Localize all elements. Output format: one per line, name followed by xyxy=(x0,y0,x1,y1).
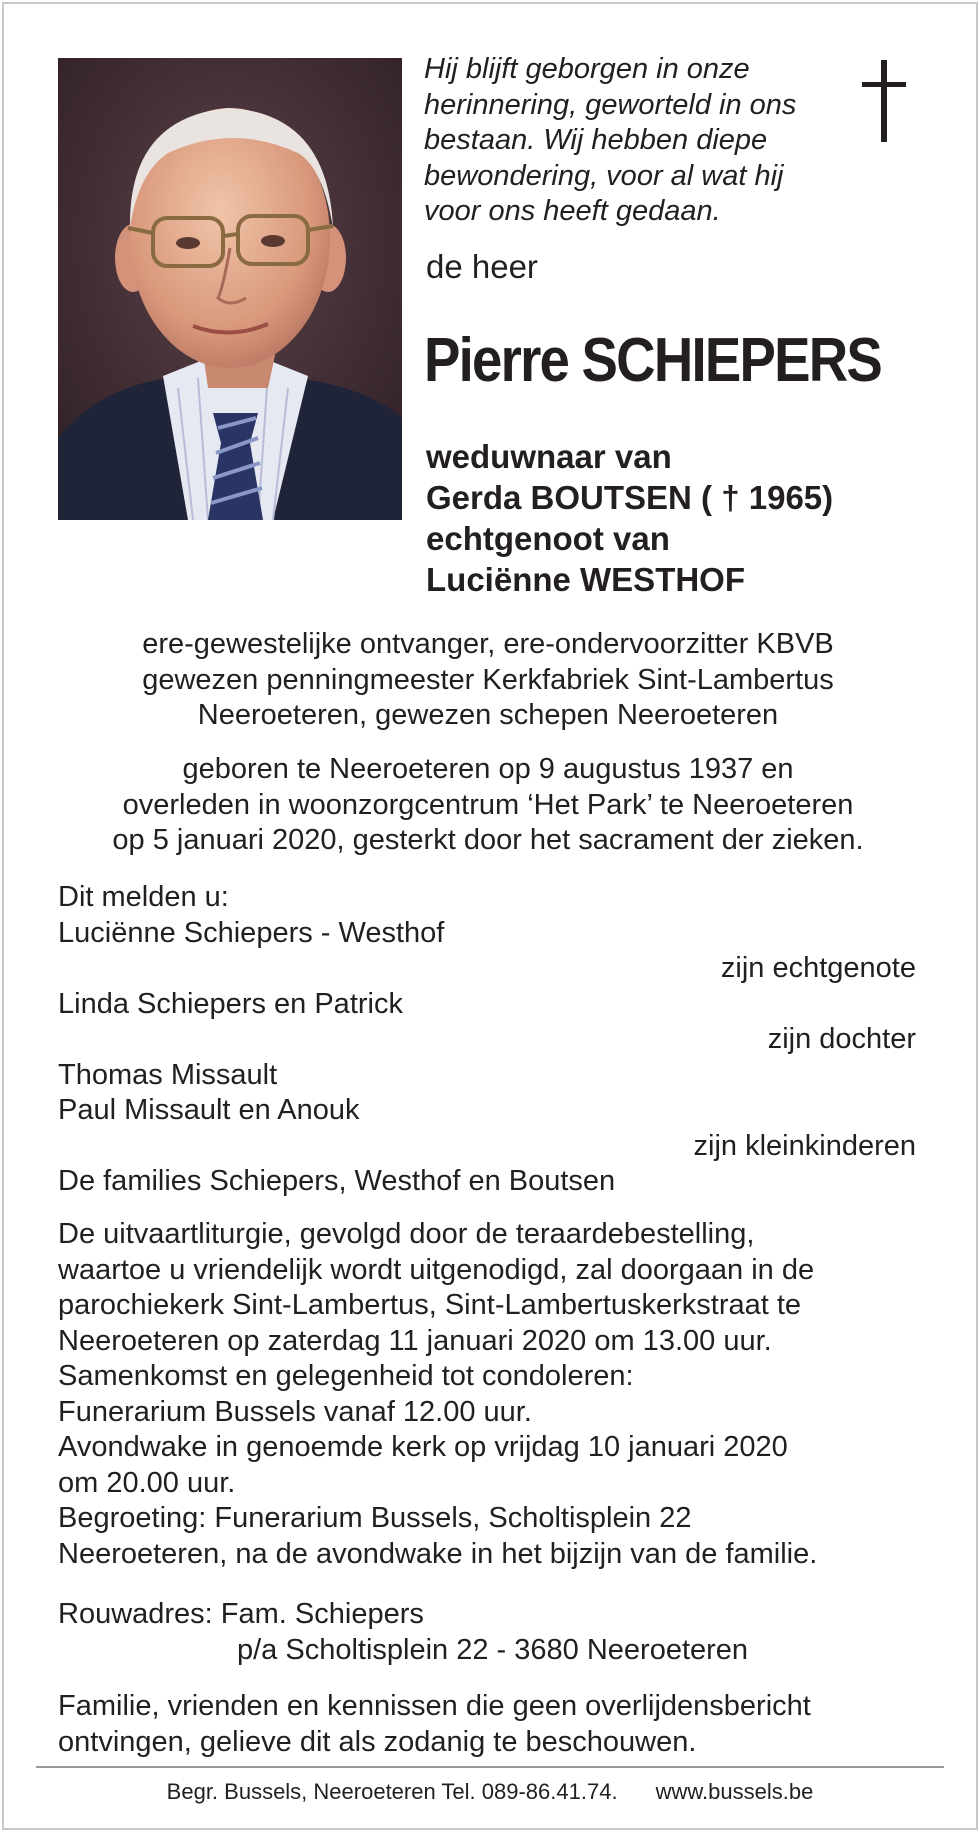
website-link[interactable]: www.bussels.be xyxy=(655,1779,814,1804)
poem-line: bewondering, voor al wat hij xyxy=(424,159,784,192)
ceremony-line: parochiekerk Sint-Lambertus, Sint-Lambertuskerkstraat te xyxy=(58,1289,802,1321)
notice-line: Familie, vrienden en kennissen die geen overlijdensbericht xyxy=(58,1690,811,1722)
poem-line: Hij blijft geborgen in onze xyxy=(424,53,750,85)
ceremony-line: Funerarium Bussels vanaf 12.00 uur. xyxy=(58,1395,532,1428)
ceremony-line: De uitvaartliturgie, gevolgd door de teraardebestelling, xyxy=(58,1218,755,1250)
birth-death-line: geboren te Neeroeteren op 9 augustus 1937 en xyxy=(182,753,794,785)
cross-icon xyxy=(862,60,906,142)
poem-line: bestaan. Wij hebben diepe xyxy=(424,124,768,156)
functions-text xyxy=(58,627,918,734)
family-name: Paul Missault en Anouk xyxy=(58,1094,360,1126)
poem-line: herinnering, geworteld in ons xyxy=(424,88,797,121)
function-line: ere-gewestelijke ontvanger, ere-ondervoorzitter KBVB xyxy=(142,628,834,660)
function-line: Neeroeteren, gewezen schepen Neeroeteren xyxy=(197,699,779,731)
ceremony-text xyxy=(58,1217,918,1572)
notice-text xyxy=(58,1689,918,1760)
spouse-line: weduwnaar van xyxy=(426,438,672,475)
mourning-address xyxy=(58,1597,918,1668)
ceremony-line: Neeroeteren, na de avondwake in het bijzijn van de familie. xyxy=(58,1537,818,1570)
memorial-poem xyxy=(424,52,844,230)
notice-line: ontvingen, gelieve dit als zodanig te beschouwen. xyxy=(58,1725,697,1758)
ceremony-line: om 20.00 uur. xyxy=(58,1466,236,1499)
family-intro: Dit melden u: xyxy=(58,881,229,913)
address-line: p/a Scholtisplein 22 - 3680 Neeroeteren xyxy=(237,1633,749,1666)
family-name: Linda Schiepers en Patrick xyxy=(58,987,403,1020)
ceremony-line: waartoe u vriendelijk wordt uitgenodigd, zal doorgaan in de xyxy=(58,1253,815,1286)
ceremony-line: Neeroeteren op zaterdag 11 januari 2020 om 13.00 uur. xyxy=(58,1324,772,1357)
family-role: zijn dochter xyxy=(767,1023,916,1055)
honorific: de heer xyxy=(426,248,538,285)
family-name: Thomas Missault xyxy=(58,1058,278,1091)
birth-death-line: overleden in woonzorgcentrum ‘Het Park’ te Neeroeteren xyxy=(122,788,854,821)
undertaker-info: Begr. Bussels, Neeroeteren Tel. 089-86.41.74. xyxy=(166,1779,618,1804)
function-line: gewezen penningmeester Kerkfabriek Sint-Lambertus xyxy=(142,663,834,696)
address-line: Rouwadres: Fam. Schiepers xyxy=(58,1598,424,1630)
spouse-info xyxy=(426,436,833,600)
ceremony-line: Samenkomst en gelegenheid tot condoleren: xyxy=(58,1360,634,1392)
spouse-line: Gerda BOUTSEN ( † 1965) xyxy=(426,479,834,516)
deceased-name: Pierre SCHIEPERS xyxy=(424,326,882,395)
footer-divider xyxy=(36,1766,944,1768)
spouse-line: echtgenoot van xyxy=(426,520,670,557)
spouse-line: Luciënne WESTHOF xyxy=(426,561,746,598)
poem-line: voor ons heeft gedaan. xyxy=(424,195,721,227)
family-name: Luciënne Schiepers - Westhof xyxy=(58,916,445,949)
family-role: zijn kleinkinderen xyxy=(693,1129,916,1162)
birth-death-line: op 5 januari 2020, gesterkt door het sacrament der zieken. xyxy=(112,824,864,856)
family-closing: De families Schiepers, Westhof en Boutsen xyxy=(58,1165,616,1197)
ceremony-line: Avondwake in genoemde kerk op vrijdag 10 januari 2020 xyxy=(58,1431,788,1463)
footer xyxy=(0,1779,980,1805)
portrait-photo xyxy=(58,58,402,520)
family-list xyxy=(58,880,916,1200)
birth-death-text xyxy=(58,752,918,859)
ceremony-line: Begroeting: Funerarium Bussels, Scholtisplein 22 xyxy=(58,1502,692,1534)
family-role: zijn echtgenote xyxy=(720,952,916,984)
